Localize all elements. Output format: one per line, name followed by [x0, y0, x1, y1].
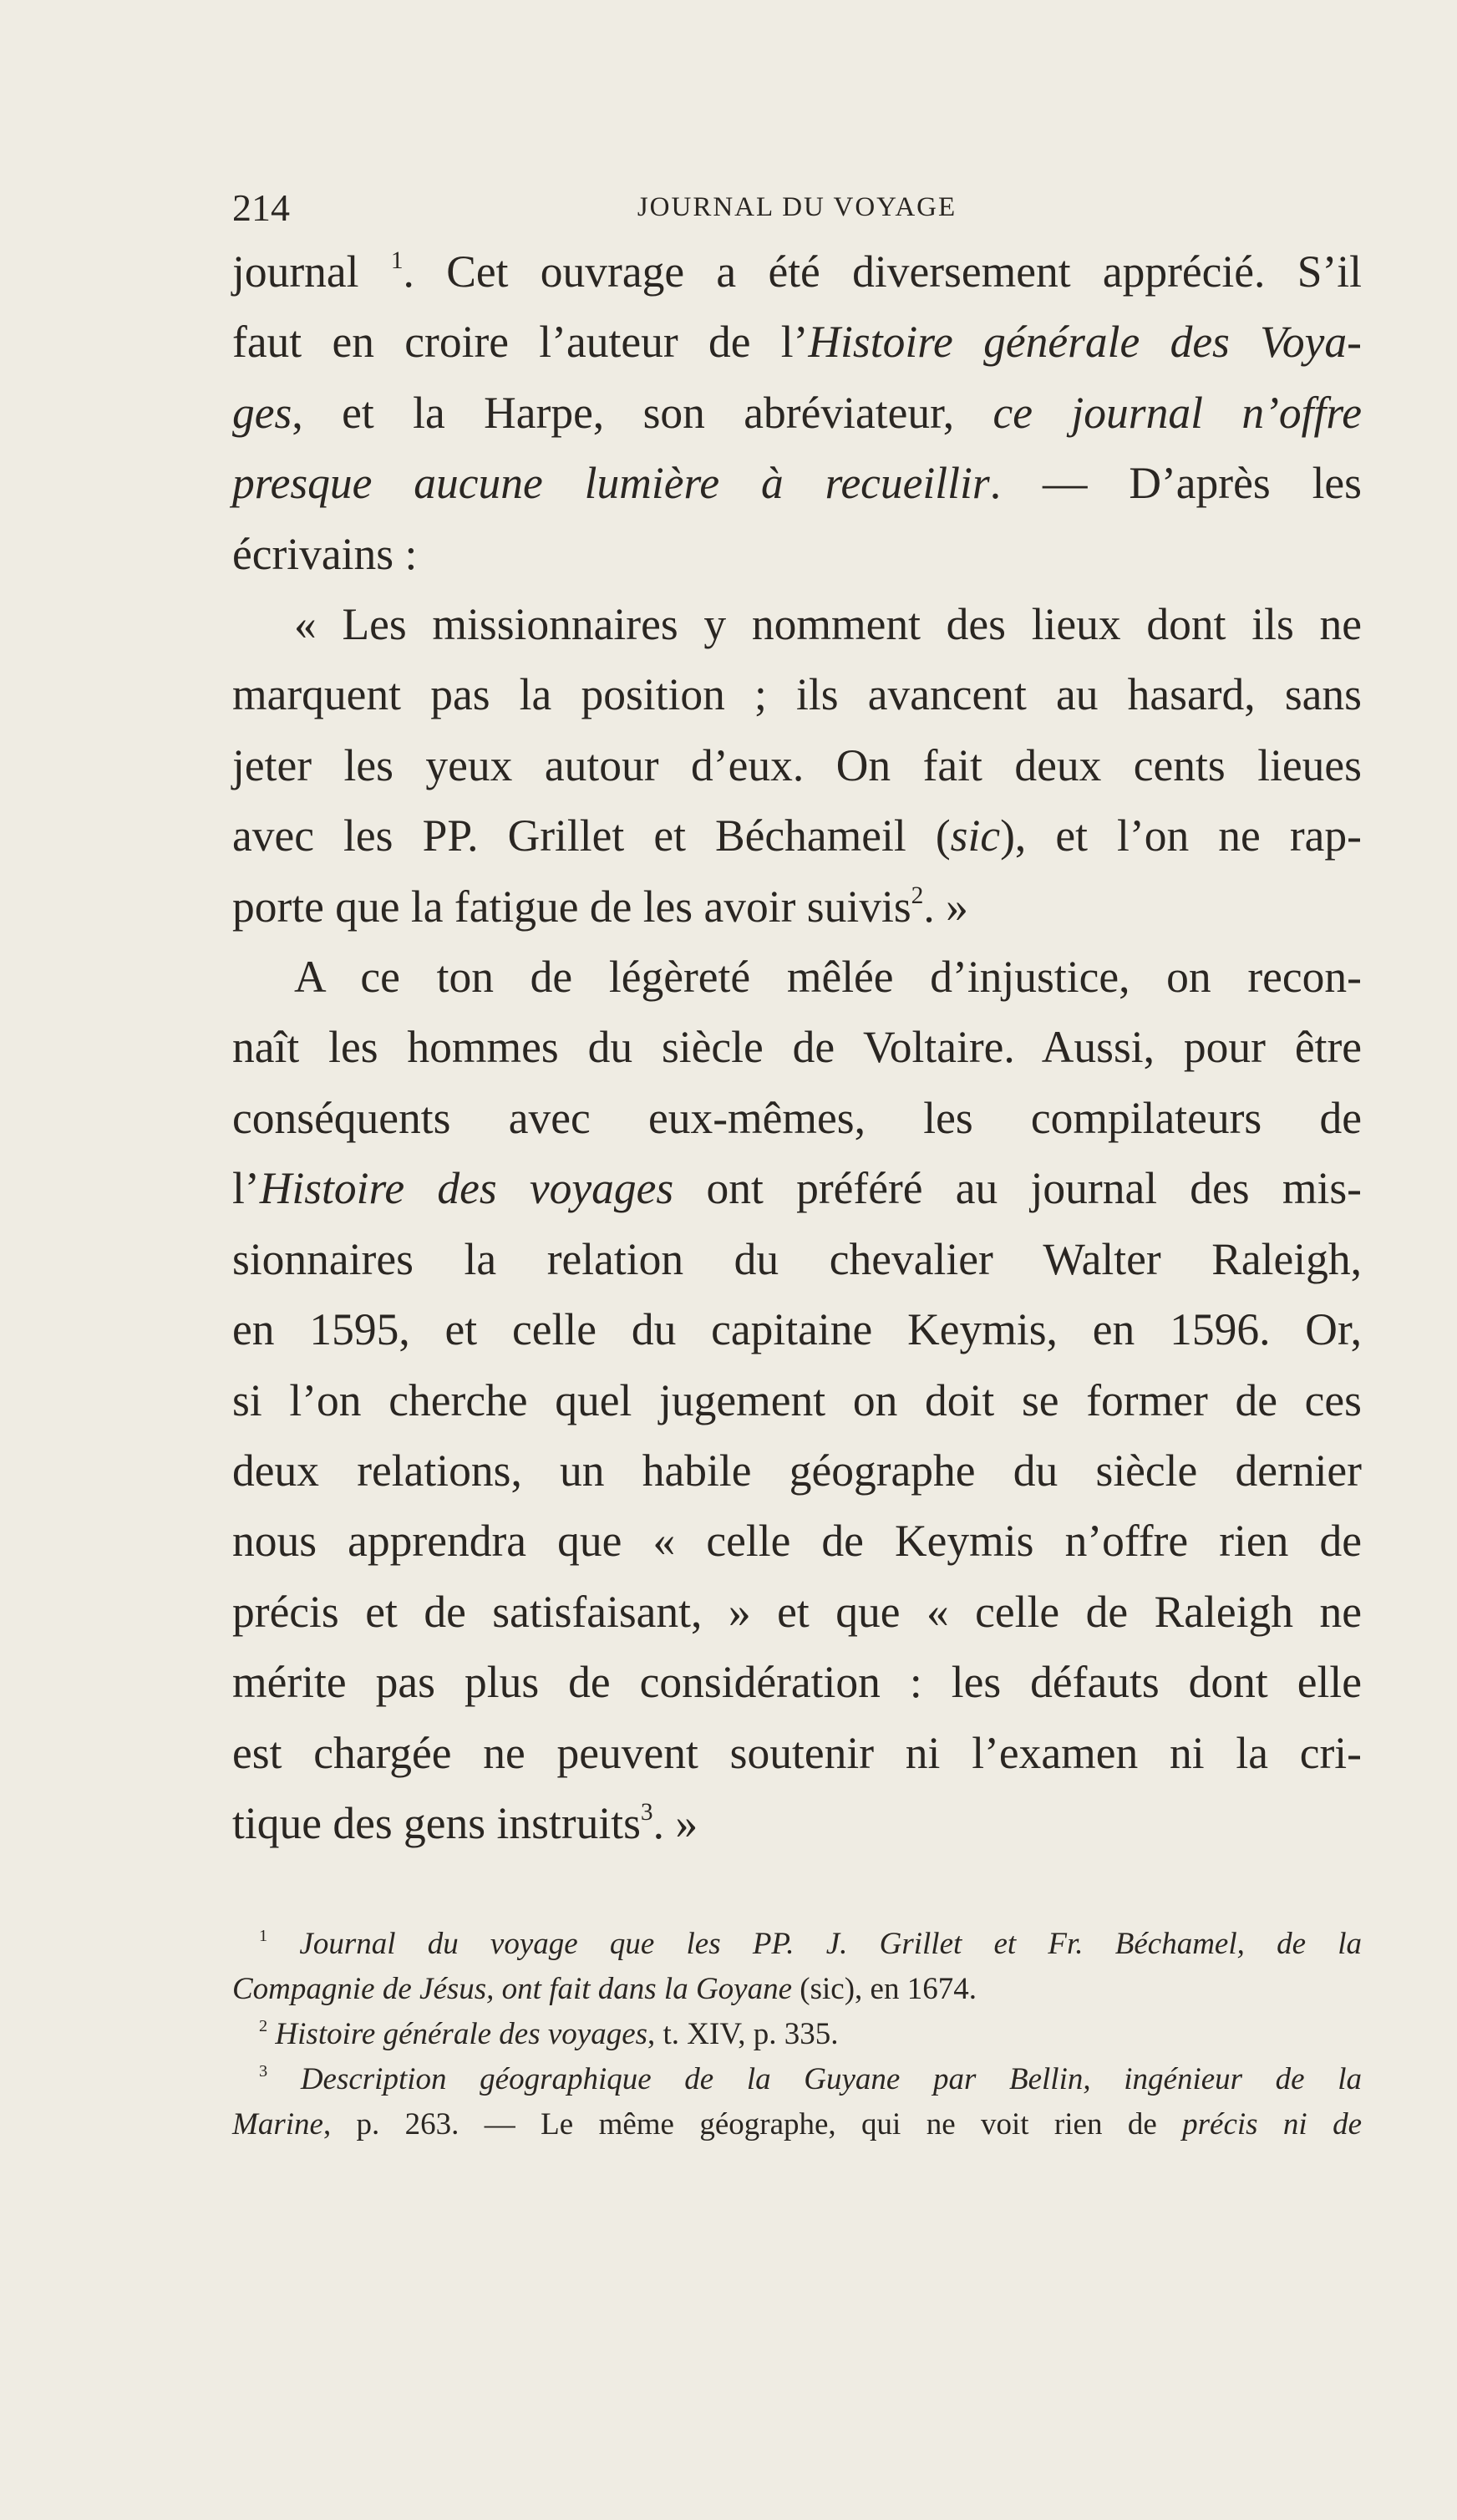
text-line: [232, 1153, 1362, 1223]
text-line: [232, 942, 1362, 1012]
text-line: [232, 800, 1362, 871]
italic-text: ges: [232, 387, 292, 438]
text-run: écrivains :: [232, 528, 418, 579]
main-text: [232, 236, 1362, 1858]
italic-text: Histoire générale des voyages: [275, 2017, 648, 2051]
note-reference: 1: [390, 246, 404, 274]
text-run: précis et de satisfaisant, » et que « celle de Raleigh ne: [232, 1586, 1362, 1637]
text-run: sionnaires la relation du chevalier Walter Raleigh,: [232, 1233, 1362, 1284]
footnote-line: [232, 2102, 1362, 2147]
text-run: en 1595, et celle du capitaine Keymis, en 1596. Or,: [232, 1304, 1362, 1355]
text-run: nous apprendra que « celle de Keymis n’offre rien de: [232, 1516, 1362, 1567]
page-header: [232, 185, 1362, 236]
text-line: [232, 871, 1362, 942]
text-run: conséquents avec eux-mêmes, les compilateurs de: [232, 1092, 1362, 1143]
text-line: [232, 1012, 1362, 1082]
text-line: [232, 519, 1362, 589]
italic-text: Histoire des voyages: [259, 1163, 674, 1214]
italic-text: sic: [950, 810, 1001, 861]
text-line: [232, 1365, 1362, 1435]
text-line: [232, 236, 1362, 307]
text-line: [232, 1647, 1362, 1717]
italic-text: Compagnie de Jésus, ont fait dans la Goyane: [232, 1972, 793, 2006]
footnote-line: [232, 2012, 1362, 2057]
text-line: [232, 730, 1362, 800]
text-run: porte que la fatigue de les avoir suivis: [232, 881, 911, 932]
italic-text: presque aucune lumière à recueillir: [232, 458, 990, 509]
text-line: [232, 448, 1362, 518]
italic-text: Histoire générale des Voya-: [808, 317, 1362, 368]
note-reference: 2: [911, 881, 924, 909]
text-line: [232, 378, 1362, 448]
text-run: ), et l’on ne rap-: [1000, 810, 1362, 861]
footnote-line: [232, 1967, 1362, 2012]
italic-text: ce journal n’offre: [992, 387, 1362, 438]
text-run: « Les missionnaires y nomment des lieux dont ils ne: [294, 599, 1362, 650]
text-line: [232, 1294, 1362, 1364]
text-run: , et la Harpe, son abréviateur,: [292, 387, 993, 438]
text-run: [267, 2062, 301, 2096]
footnote-line: [232, 1922, 1362, 1967]
text-run: (sic), en 1674.: [792, 1972, 977, 2006]
text-run: l’: [232, 1163, 260, 1214]
text-run: journal: [232, 246, 391, 297]
text-run: deux relations, un habile géographe du siècle dernier: [232, 1445, 1362, 1496]
text-line: [232, 1224, 1362, 1294]
note-reference: 3: [640, 1798, 653, 1826]
text-run: , p. 263. — Le même géographe, qui ne voit rien de: [322, 2107, 1183, 2141]
text-run: , t. XIV, p. 335.: [647, 2017, 839, 2051]
text-run: . Cet ouvrage a été diversement apprécié. S’il: [403, 246, 1362, 297]
footnotes: [232, 1922, 1362, 2147]
text-run: avec les PP. Grillet et Béchameil (: [232, 810, 951, 861]
italic-text: Journal du voyage que les PP. J. Grillet et Fr. Béchamel, de la: [299, 1927, 1362, 1961]
text-line: [232, 1577, 1362, 1647]
text-run: marquent pas la position ; ils avancent au hasard, sans: [232, 669, 1362, 720]
italic-text: précis ni de: [1182, 2107, 1362, 2141]
italic-text: Marine: [232, 2107, 323, 2141]
running-head: JOURNAL DU VOYAGE: [637, 192, 957, 222]
note-reference: 1: [259, 1926, 268, 1945]
text-run: faut en croire l’auteur de l’: [232, 317, 809, 368]
text-run: ont préféré au journal des mis-: [673, 1163, 1362, 1214]
text-line: [232, 307, 1362, 377]
text-run: jeter les yeux autour d’eux. On fait deux cents lieues: [232, 739, 1362, 790]
note-reference: 3: [259, 2061, 268, 2081]
text-run: . »: [923, 881, 968, 932]
footnote-line: [232, 2057, 1362, 2102]
text-run: mérite pas plus de considération : les défauts dont elle: [232, 1657, 1362, 1708]
text-line: [232, 1435, 1362, 1506]
text-run: . »: [652, 1797, 698, 1848]
text-line: [232, 659, 1362, 729]
text-run: si l’on cherche quel jugement on doit se former de ces: [232, 1374, 1362, 1425]
text-line: [232, 1506, 1362, 1576]
text-line: [232, 1718, 1362, 1788]
note-reference: 2: [259, 2016, 268, 2035]
text-line: [232, 1788, 1362, 1858]
text-run: est chargée ne peuvent soutenir ni l’examen ni la cri-: [232, 1727, 1362, 1778]
italic-text: Description géographique de la Guyane par Bellin, ingénieur de la: [300, 2062, 1363, 2096]
text-run: [267, 1927, 299, 1961]
text-run: A ce ton de légèreté mêlée d’injustice, on recon-: [294, 952, 1362, 1003]
page-number: 214: [232, 186, 290, 229]
text-run: naît les hommes du siècle de Voltaire. Aussi, pour être: [232, 1022, 1362, 1073]
text-line: [232, 589, 1362, 659]
text-run: . — D’après les: [989, 458, 1362, 509]
text-run: tique des gens instruits: [232, 1797, 641, 1848]
text-line: [232, 1083, 1362, 1153]
